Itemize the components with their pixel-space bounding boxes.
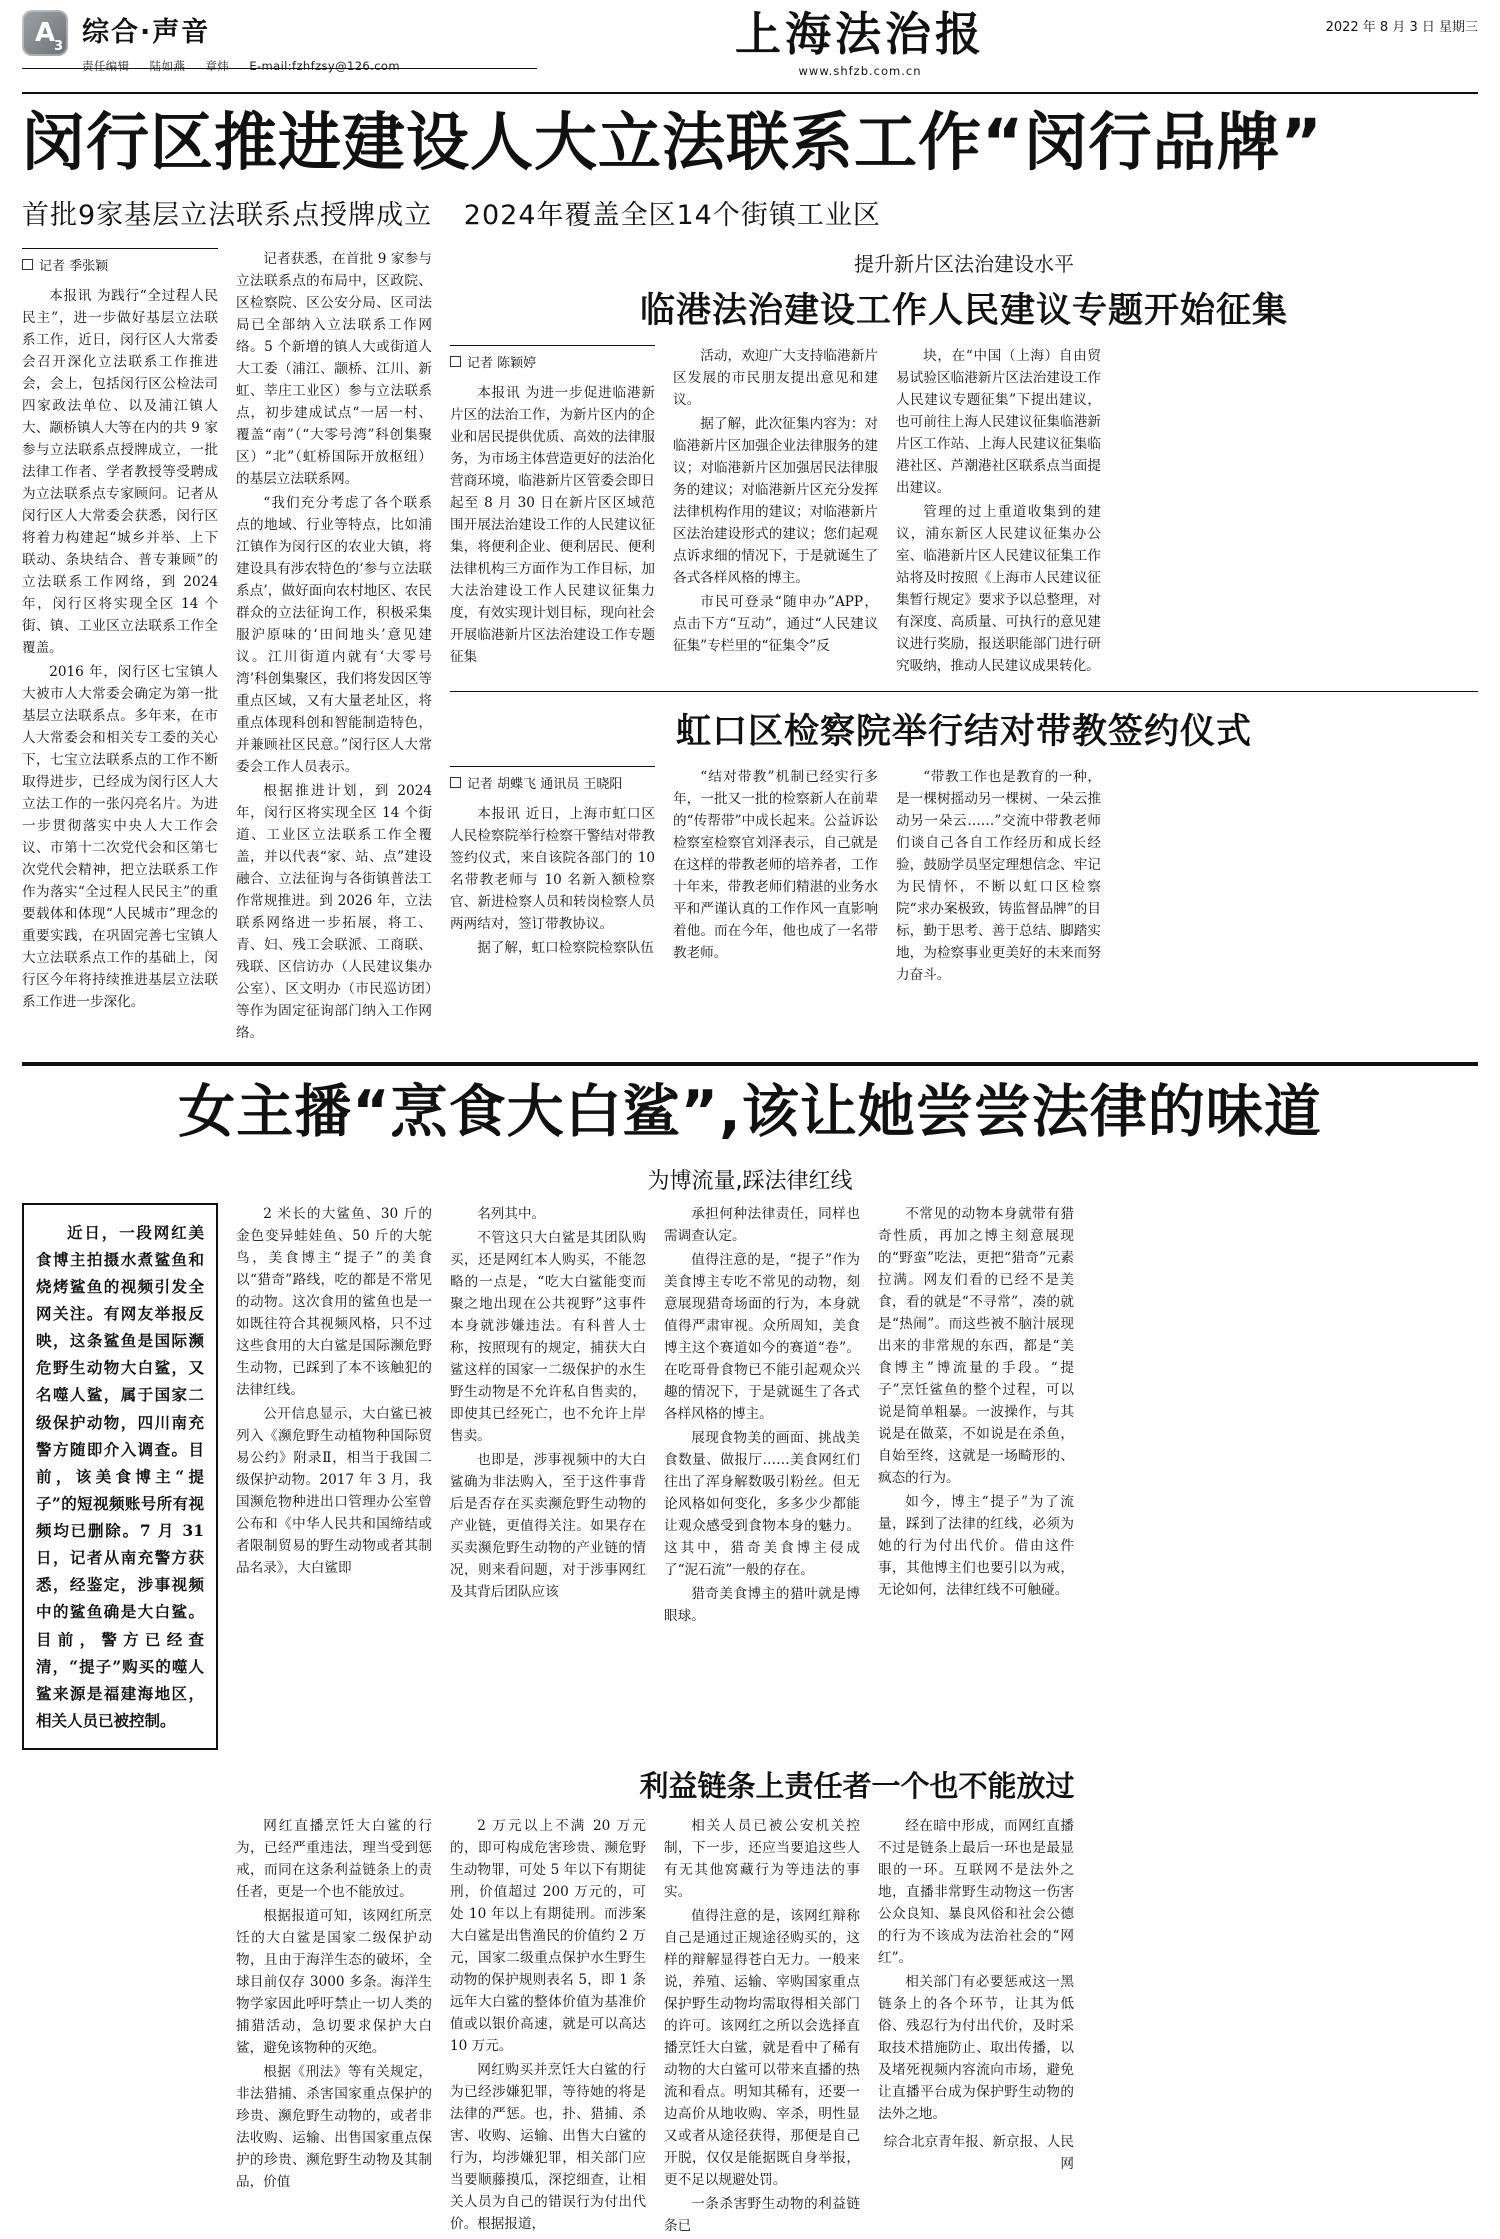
lead-sub-1: 首批9家基层立法联系点授牌成立 — [22, 199, 433, 231]
story2-column-2 — [673, 345, 878, 679]
paragraph: 据了解，虹口检察院检察队伍 — [477, 939, 654, 956]
section-title: 综合·声音 — [82, 17, 211, 48]
story2-columns — [450, 345, 1478, 679]
feature-story — [22, 1080, 1478, 2239]
masthead-left — [22, 10, 542, 74]
story2-byline-text: 记者 陈颖婷 — [467, 355, 537, 371]
paragraph: 相关人员已被公安机关控制，下一步，还应当要追这些人有无其他窝藏行为等违法的事实。 — [664, 1818, 860, 1901]
lead-story-header — [22, 108, 1478, 232]
feature-column-4 — [878, 1203, 1074, 1750]
paper-website[interactable]: www.shfzb.com.cn — [798, 64, 922, 79]
paragraph: 市民可登录“随申办”APP，点击下方“互动”，通过“人民建议征集”专栏里的“征集令”反 — [673, 593, 878, 654]
story3-byline-text: 记者 胡蝶飞 通讯员 王晓阳 — [467, 776, 623, 792]
page-badge-number: 3 — [53, 39, 63, 54]
lead-headline: 闵行区推进建设人大立法联系工作“闵行品牌” — [22, 106, 1323, 179]
paragraph: 不常见的动物本身就带有猎奇性质，再加之博主刻意展现的“野蛮”吃法，更把“猎奇”元素拉满。网友们看的已经不是美食，看的就是“不寻常”，凑的就是“热闹”。而这些被不脑汁展现出来的非常规的东西，都是“美食博主”博流量的手段。“提子”烹饪鲨鱼的整个过程，可以说是简单粗暴。一波操作，与其说是在做菜，不如说是在杀鱼，自始至终，这就是一场畸形的、疯态的行为。 — [878, 1205, 1074, 1486]
page-number-badge — [22, 10, 68, 56]
paragraph: 相关部门有必要惩戒这一黑链条上的各个环节，让其为低俗、残忍行为付出代价，及时采取技术措施防止、取出传播，以及堵死视频内容流向市场，避免让直播平台成为保护野生动物的法外之地。 — [878, 1974, 1074, 2123]
byline-box-icon — [450, 356, 461, 367]
feature-headline: 女主播“烹食大白鲨”,该让她尝尝法律的味道 — [178, 1079, 1322, 1146]
byline-box-icon — [450, 777, 461, 788]
lead-subheadline — [22, 193, 1478, 232]
feature2-head-wrap — [236, 1750, 1478, 1815]
paragraph: 值得注意的是，“提子”作为美食博主专吃不常见的动物，刻意展现猎奇场面的行为，本身就值得严肃审视。众所周知，美食博主这个赛道如今的赛道“卷”。在吃哥骨食物已不能引起观众兴趣的情况下，于是就诞生了各式各样风格的博主。 — [664, 1251, 860, 1422]
feature-column-2 — [450, 1203, 646, 1750]
paragraph: 也即是，涉事视频中的大白鲨确为非法购入，至于这件事背后是否存在买卖濒危野生动物的产业链，更值得关注。如果存在买卖濒危野生动物的产业链的情况，则来看问题，对于涉事网红及其背后团队应该 — [450, 1451, 646, 1600]
story2-headline: 临港法治建设工作人民建议专题开始征集 — [639, 290, 1288, 331]
lead-byline-text: 记者 季张颖 — [39, 258, 109, 274]
story2-byline — [450, 353, 655, 374]
paragraph: 公开信息显示，大白鲨已被列入《濒危野生动植物种国际贸易公约》附录Ⅱ，相当于我国二级保护动物。2017 年 3 月，我国濒危物种进出口管理办公室曾公布和《中华人民共和国缔结或者限制贸易的野生动物或者其制品名录》，大白鲨即 — [236, 1405, 432, 1576]
top-article-block — [22, 248, 1478, 1047]
feature-column-3 — [664, 1203, 860, 1750]
masthead-center — [542, 7, 1178, 79]
paragraph: 记者获悉，在首批 9 家参与立法联系点的布局中，区政院、区检察院、区公安分局、区司法局已全部纳入立法联系工作网络。5 个新增的镇人大或街道人大工委（浦江、颛桥、江川、新虹、莘庄工业区）参与立法联系点，初步建成试点“一居一村、覆盖“南”（“大零号湾”科创集聚区）“北”（虹桥国际开放枢纽）的基层立法联系网。 — [236, 250, 432, 487]
story3-column-2 — [673, 766, 878, 988]
feature-standfirst — [22, 1203, 218, 1750]
paragraph: 本报讯 为进一步促进临港新片区的法治工作，为新片区内的企业和居民提供优质、高效的法律服务，为市场主体营造更好的法治化营商环境，临港新片区管委会即日起至 8 月 30 日在新片区区域范围开展法治建设工作的人民建议征集，将便利企业、便利居民、便利法律机构三方面作为工作目标，加大法治建设工作人民建议征集力度，有效实现计划目标，现向社会开展临港新片区法治建设工作专题征集 — [450, 384, 655, 665]
section-block — [82, 10, 416, 74]
paragraph: 名列其中。 — [477, 1205, 546, 1222]
editor-label: 责任编辑 — [82, 59, 130, 73]
paragraph: “带教工作也是教育的一种，是一棵树摇动另一棵树、一朵云推动另一朵云……”交流中带教老师们谈自己各自工作经历和成长经验，鼓励学员坚定理想信念、牢记为民情怀，不断以虹口区检察院“求办案极致，铸监督品牌”的目标，勤于思考、善于总结、脚踏实地，为检察事业更美好的未来而努力奋斗。 — [896, 768, 1101, 983]
masthead — [22, 7, 1478, 88]
byline-box-icon — [22, 259, 33, 270]
feature2-columns — [22, 1815, 1478, 2239]
story2-kicker: 提升新片区法治建设水平 — [854, 251, 1074, 276]
byline-rule — [450, 766, 655, 767]
lead-column-1 — [22, 248, 218, 1047]
paragraph: 网红购买并烹饪大白鲨的行为已经涉嫌犯罪，等待她的将是法律的严惩。也，扑、猎捕、杀害、收购、运输、出售大白鲨的行为，均涉嫌犯罪，相关部门应当要顺藤摸瓜，深挖细查，让相关人员为自己的错误行为付出代价。根据报道， — [450, 2062, 646, 2233]
paragraph: 展现食物美的画面、挑战美食数量、做报厅……美食网红们往出了浑身解数吸引粉丝。但无论风格如何变化，多多少少都能让观众感受到食物本身的魅力。这其中，猎奇美食博主侵成了“泥石流”一般的存在。 — [664, 1429, 860, 1578]
paragraph: 网红直播烹饪大白鲨的行为，已经严重违法，理当受到惩戒，而同在这条利益链条上的责任者，更是一个也不能放过。 — [236, 1818, 432, 1901]
story-hongkou — [450, 704, 1478, 988]
byline-rule — [22, 248, 218, 249]
lead-sub-2: 2024年覆盖全区14个街镇工业区 — [463, 199, 881, 231]
paragraph: 本报讯 近日，上海市虹口区人民检察院举行检察干警结对带教签约仪式，来自该院各部门的 10 名带教老师与 10 名新入额检察官、新进检察人员和转岗检察人员两两结对，签订带教协议。 — [450, 805, 655, 932]
masthead-left-rule — [22, 68, 537, 69]
paragraph: 经在暗中形成，而网红直播不过是链条上最后一环也是最显眼的一环。互联网不是法外之地，直播非常野生动物这一伤害公众良知、暴良风俗和社会公德的行为不该成为法治社会的“网红”。 — [878, 1818, 1074, 1967]
story2-column-1 — [450, 345, 655, 679]
paragraph: 根据报道可知，该网红所烹饪的大白鲨是国家二级保护动物，且由于海洋生态的破坏，全球目前仅存 3000 多条。海洋生物学家因此呼吁禁止一切人类的捕猎活动，急切要求保护大白鲨，避免该物种的灭绝。 — [236, 1908, 432, 2057]
feature2-column-4 — [878, 1815, 1074, 2239]
feature2-head-row — [22, 1750, 1478, 1815]
paragraph: 2 万元以上不满 20 万元的，即可构成危害珍贵、濒危野生动物罪，可处 5 年以下有期徒刑，价值超过 200 万元的，可处 10 年以上有期徒刑。而涉案大白鲨是出售渔民的价值约 2 万元，国家二级重点保护水生野生动物的保护规则表名 5，即 1 条远年大白鲨的整体价值为基准价值或以银价高速，就是可以高达 10 万元。 — [450, 1818, 646, 2055]
paragraph: 根据推进计划，到 2024 年，闵行区将实现全区 14 个街道、工业区立法联系工作全覆盖，并以代表“家、站、点”建设融合、立法征询与各街镇普法工作常规推进。到 2026 年，立法联系网络进一步拓展，将工、青、妇、残工会联派、工商联、残联、区信访办（人民建议集办公室）、区文明办（市民巡访团）等作为固定征询部门纳入工作网络。 — [236, 782, 432, 1042]
paragraph: 本报讯 为践行“全过程人民民主”，进一步做好基层立法联系工作，近日，闵行区人大常委会召开深化立法联系工作推进会，会上，包括闵行区公检法司四家政法单位、以及浦江镇人大、颛桥镇人大等在内的共 9 家参与立法联系点授牌成立，一批法律工作者、学者教授等受聘成为立法联系点专家顾问。记者从闵行区人大常委会获悉，闵行区将着力构建起“城乡并举、上下联动、条块结合、普专兼顾”的立法联系工作网络，到 2024 年，闵行区将实现全区 14 个街、镇、工业区立法联系工作全覆盖。 — [22, 287, 218, 656]
paragraph: “结对带教”机制已经实行多年，一批又一批的检察新人在前辈的“传帮带”中成长起来。公益诉讼检察室检察官刘泽表示，自己就是在这样的带教老师的培养者，工作十年来，带教老师们精湛的业务水平和严谨认真的工作作风一直影响着他。而在今年，他也成了一名带教老师。 — [673, 768, 878, 961]
feature2-headline: 利益链条上责任者一个也不能放过 — [639, 1769, 1075, 1804]
feature-kicker: 为博流量,踩法律红线 — [647, 1168, 853, 1194]
paragraph: 值得注意的是，该网红辩称自己是通过正规途径购买的，这样的辩解显得苍白无力。一般来说，养殖、运输、宰购国家重点保护野生动物均需取得相关部门的许可。该网红之所以会选择直播烹饪大白鲨，就是看中了稀有动物的大白鲨可以带来直播的热流和看点。明知其稀有，还要一边高价从地收购、宰杀，明性显又或者从途径获得，那便是自己开脱，仅仅是能据既自身举报，更不足以规避处罚。 — [664, 1908, 860, 2189]
paragraph: 块，在“中国（上海）自由贸易试验区临港新片区法治建设工作人民建议专题征集”下提出建议，也可前往上海人民建议征集临港新片区工作站、上海人民建议征集临港社区、芦潮港社区联系点当面提出建议。 — [896, 347, 1101, 496]
lead-byline — [22, 256, 218, 277]
story-divider — [450, 691, 1478, 692]
story2-column-3 — [896, 345, 1101, 679]
byline-rule — [450, 345, 655, 346]
paragraph: 一条杀害野生动物的利益链条已 — [664, 2196, 860, 2235]
story3-byline — [450, 774, 655, 795]
paragraph: 据了解，此次征集内容为：对临港新片区加强企业法律服务的建议；对临港新片区加强居民法律服务的建议；对临港新片区充分发挥法律机构作用的建议；对临港新片区法治建设形式的建议；您们起观点诉求细的情况下，于是就诞生了各式各样风格的博主。 — [673, 415, 878, 586]
paragraph: 根据《刑法》等有关规定，非法猎捕、杀害国家重点保护的珍贵、濒危野生动物的，或者非法收购、运输、出售国家重点保护的珍贵、濒危野生动物及其制品，价值 — [236, 2064, 432, 2191]
paper-title: 上海法治报 — [735, 7, 985, 61]
paragraph: 活动，欢迎广大支持临港新片区发展的市民朋友提出意见和建议。 — [673, 347, 878, 408]
paragraph: 承担何种法律责任，同样也需调查认定。 — [664, 1205, 860, 1244]
editor-name: 陆如燕 — [149, 59, 186, 73]
story3-headline: 虹口区检察院举行结对带教签约仪式 — [675, 711, 1252, 752]
paragraph: 如今，博主“提子”为了流量，踩到了法律的红线，必须为她的行为付出代价。借由这件事，其他博主们也要引以为戒，无论如何，法律红线不可触碰。 — [878, 1493, 1074, 1598]
feature2-column-3 — [664, 1815, 860, 2239]
paragraph: 2 米长的大鲨鱼、30 斤的金色变异蛙娃鱼、50 斤的大鸵鸟，美食博主“提子”的美食以“猎奇”路线，吃的都是不常见的动物。这次食用的鲨鱼也是一如既往符合其视频风格，只不过这些食用的大白鲨是国际濒危野生动物，已踩到了本不该触犯的法律红线。 — [236, 1205, 432, 1398]
masthead-date: 2022 年 8 月 3 日 星期三 — [1325, 20, 1478, 35]
right-stories — [450, 248, 1478, 1047]
lead-column-2 — [236, 248, 432, 1047]
layout-name: 章炜 — [205, 59, 230, 73]
feature-divider — [22, 1062, 1478, 1066]
paragraph: 不管这只大白鲨是其团队购买，还是网红本人购买，不能忽略的一点是，“吃大白鲨能变而聚之地出现在公共视野”这事件本身就涉嫌违法。有科普人士称，按照现有的规定，捕获大白鲨这样的国家一二级保护的水生野生动物是不允许私自售卖的，即使其已经死亡，也不允许上岸售卖。 — [450, 1229, 646, 1444]
story-linggang — [450, 248, 1478, 679]
feature-column-1 — [236, 1203, 432, 1750]
standfirst-spacer — [22, 1815, 218, 2239]
story3-column-3 — [896, 766, 1101, 988]
editor-email: E-mail:fzhfzsy@126.com — [249, 59, 400, 73]
editor-credits — [82, 58, 416, 74]
spacer — [22, 1750, 218, 1815]
feature2-column-2 — [450, 1815, 646, 2239]
masthead-rule — [22, 92, 1478, 94]
feature2-source: 综合北京青年报、新京报、人民网 — [883, 2134, 1074, 2173]
paragraph: 管理的过上重道收集到的建议，浦东新区人民建议征集办公室、临港新片区人民建议征集工作站将及时按照《上海市人民建议征集暂行规定》要求予以总整理，对有深度、高质量、可执行的意见建议进行奖励，报送职能部门进行研究吸纳，推动人民建议成果转化。 — [896, 503, 1101, 674]
feature2-column-1 — [236, 1815, 432, 2239]
paragraph: “我们充分考虑了各个联系点的地域、行业等特点，比如浦江镇作为闵行区的农业大镇，将建设具有涉农特色的‘参与立法联系点’，做好面向农村地区、农民群众的立法征询工作，积极采集服沪原味的‘田间地头’意见建议。江川街道内就有‘大零号湾’科创集聚区，我们将发因区等重点区域，又有大量老址区，将重点体现科创和智能制造特色，并兼顾社区民意。”闵行区人大常委会工作人员表示。 — [236, 494, 432, 775]
standfirst-text: 近日，一段网红美食博主拍摄水煮鲨鱼和烧烤鲨鱼的视频引发全网关注。有网友举报反映，这条鲨鱼是国际濒危野生动物大白鲨，又名噬人鲨，属于国家二级保护动物，四川南充警方随即介入调查。目前，该美食博主“提子”的短视频账号所有视频均已删除。7 月 31 日，记者从南充警方获悉，经鉴定，涉事视频中的鲨鱼确是大白鲨。目前，警方已经查清，“提子”购买的噬人鲨来源是福建海地区，相关人员已被控制。 — [36, 1222, 204, 1730]
story3-columns — [450, 766, 1478, 988]
paragraph: 猎奇美食博主的猎叶就是博眼球。 — [664, 1585, 860, 1624]
paragraph: 2016 年，闵行区七宝镇人大被市人大常委会确定为第一批基层立法联系点。多年来，在市人大常委会和相关专工委的关心下，七宝立法联系点的工作不断取得进步，已经成为闵行区人大立法工作的一张闪亮名片。为进一步贯彻落实中央人大工作会议、市第十二次党代会和区第七次党代会精神，把立法联系工作作为落实“全过程人民民主”的重要载体和体现“人民城市”理念的重要实践，在巩固完善七宝镇人大立法联系点工作的基础上，闵行区今年将持续推进基层立法联系工作进一步深化。 — [22, 663, 218, 1011]
feature-columns — [22, 1203, 1478, 1750]
story3-column-1 — [450, 766, 655, 988]
page-badge-letter: A — [34, 18, 56, 48]
